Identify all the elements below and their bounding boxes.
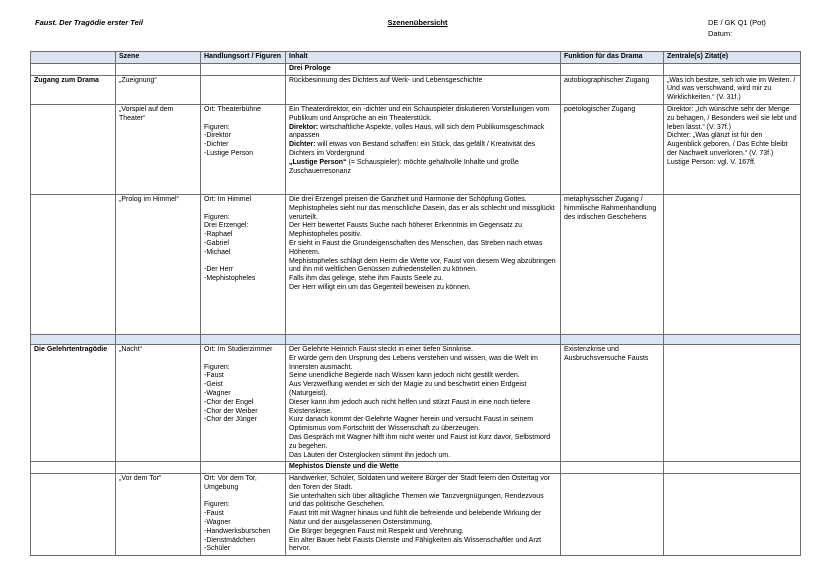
- cell-szene: „Vor dem Tor“: [116, 474, 201, 556]
- spacer-row: [31, 334, 801, 344]
- document-title: Faust. Der Tragödie erster Teil: [35, 18, 143, 27]
- cell-zitat: [664, 462, 801, 474]
- course-label: DE / GK Q1 (Pot): [708, 18, 766, 27]
- column-header-handlungsort-figuren: Handlungsort / Figuren: [201, 51, 286, 63]
- cell-szene: „Nacht“: [116, 344, 201, 461]
- scene-row: [31, 75, 801, 104]
- cell-zitat: [664, 63, 801, 75]
- cell-funktion: autobiographischer Zugang: [561, 75, 664, 104]
- cell-inhalt: Rückbesinnung des Dichters auf Werk- und Lebensgeschichte: [286, 75, 561, 104]
- cell-category: [31, 104, 116, 194]
- cell-funktion: metaphysischer Zugang / himmlische Rahmenhandlung des irdischen Geschehens: [561, 194, 664, 334]
- scene-overview-table: [30, 51, 801, 557]
- cell-funktion: [561, 474, 664, 556]
- header-right-block: [545, 18, 800, 40]
- section-title: Drei Prologe: [286, 63, 561, 75]
- cell-inhalt: Der Gelehrte Heinrich Faust steckt in einer tiefen Sinnkrise. Er würde gern den Ursprung des Lebens verstehen und wissen, was die Welt im Innersten ausmacht. Seine unendliche Begierde nach Wissen kann jedoch nicht gestillt werden. Aus Verzweiflung wendet er sich der Magie zu und beschwört einen Erdgeist (Naturgeist). Dieser kann ihm jedoch auch nicht helfen und stürzt Faust in eine noch tiefere Existenskrise. Kurz danach kommt der Gelehrte Wagner herein und versucht Faust in seinem Optimismus vom Fortschritt der Wissenschaft zu überzeugen. Das Gespräch mit Wagner hilft ihm nicht weiter und Faust ist kurz davor, Selbstmord zu begehen. Das Läuten der Osterglocken stimmt ihn jedoch um.: [286, 344, 561, 461]
- spacer-cell: [201, 334, 286, 344]
- cell-zitat: Direktor: „Ich wünschte sehr der Menge zu behagen, / Besonders weil sie lebt und leben lässt.“ (V. 37f.) Dichter: „Was glänzt ist für den Augenblick geboren, / Das Echte bleibt der Nachwelt unverloren.“ (V. 73f.) Lustige Person: vgl. V. 167ff.: [664, 104, 801, 194]
- date-label: Datum:: [708, 28, 733, 38]
- scene-row: [31, 194, 801, 334]
- column-header-inhalt: Inhalt: [286, 51, 561, 63]
- section-title: Mephistos Dienste und die Wette: [286, 462, 561, 474]
- cell-ort: Ort: Im Studierzimmer Figuren: -Faust -Geist -Wagner -Chor der Engel -Chor der Weiber -Chor der Jünger: [201, 344, 286, 461]
- section-title-row: [31, 462, 801, 474]
- cell-ort: Ort: Im Himmel Figuren: Drei Erzengel: -Raphael -Gabriel -Michael -Der Herr -Mephistopheles: [201, 194, 286, 334]
- cell-category: [31, 462, 116, 474]
- scene-row: [31, 344, 801, 461]
- cell-szene: [116, 462, 201, 474]
- cell-funktion: poetologischer Zugang: [561, 104, 664, 194]
- section-title-row: [31, 63, 801, 75]
- column-header-szene: Szene: [116, 51, 201, 63]
- cell-szene: [116, 63, 201, 75]
- scene-row: [31, 474, 801, 556]
- cell-category: Zugang zum Drama: [31, 75, 116, 104]
- spacer-cell: [286, 334, 561, 344]
- cell-category: [31, 194, 116, 334]
- column-header-zitat: Zentrale(s) Zitat(e): [664, 51, 801, 63]
- cell-ort: [201, 462, 286, 474]
- cell-szene: „Prolog im Himmel“: [116, 194, 201, 334]
- cell-inhalt: Ein Theaterdirektor, ein -dichter und ein Schauspieler diskutieren Vorstellungen vom Publikum und Ansprüche an ein Theaterstück. Direktor: wirtschaftliche Aspekte, volles Haus, will sich dem Publikumsgeschmack anpassen Dichter: will etwas von Bestand schaffen: ein Stück, das gefällt / Kreativität des Dichters im Vordergrund „Lustige Person“ (= Schauspieler): möchte gehaltvolle Inhalte und große Zuschauerresonanz: [286, 104, 561, 194]
- cell-zitat: [664, 474, 801, 556]
- cell-zitat: [664, 194, 801, 334]
- cell-zitat: [664, 344, 801, 461]
- cell-category: [31, 63, 116, 75]
- cell-szene: „Zueignung“: [116, 75, 201, 104]
- cell-ort: [201, 63, 286, 75]
- document-header: [35, 18, 800, 40]
- cell-szene: „Vorspiel auf dem Theater“: [116, 104, 201, 194]
- cell-zitat: „Was ich besitze, seh ich wie im Weiten. / Und was verschwand, wird mir zu Wirklichkeiten.“ (V. 31f.): [664, 75, 801, 104]
- cell-ort: [201, 75, 286, 104]
- column-header-row: [31, 51, 801, 63]
- spacer-cell: [561, 334, 664, 344]
- spacer-cell: [664, 334, 801, 344]
- cell-ort: Ort: Vor dem Tor, Umgebung Figuren: -Faust -Wagner -Handwerksburschen -Dienstmädchen -Schüler: [201, 474, 286, 556]
- cell-funktion: [561, 462, 664, 474]
- table-body: [31, 63, 801, 556]
- cell-inhalt: Handwerker, Schüler, Soldaten und weitere Bürger der Stadt feiern den Ostertag vor den Toren der Stadt. Sie unterhalten sich über alltägliche Themen wie Tanzvergnügungen, Rendezvous und das politische Geschehen. Faust tritt mit Wagner hinaus und fühlt die befreiende und belebende Wirkung der Natur und der ausgelassenen Osterstimmung. Die Bürger begegnen Faust mit Respekt und Verehrung. Ein alter Bauer hebt Fausts Dienste und Fähigkeiten als Wissenschaftler und Arzt hervor.: [286, 474, 561, 556]
- cell-funktion: [561, 63, 664, 75]
- cell-ort: Ort: Theaterbühne Figuren: -Direktor -Dichter -Lustige Person: [201, 104, 286, 194]
- cell-funktion: Existenzkrise und Ausbruchsversuche Fausts: [561, 344, 664, 461]
- column-header-category: [31, 51, 116, 63]
- scene-row: [31, 104, 801, 194]
- spacer-cell: [116, 334, 201, 344]
- page-heading: Szenenübersicht: [387, 18, 448, 27]
- cell-category: [31, 474, 116, 556]
- column-header-funktion: Funktion für das Drama: [561, 51, 664, 63]
- cell-inhalt: Die drei Erzengel preisen die Ganzheit und Harmonie der Schöpfung Gottes. Mephistopheles sieht nur das menschliche Dasein, das er als schlecht und missglückt verurteilt. Der Herr bewertet Fausts Suche nach höherer Erkenntnis im Gegensatz zu Mephistopheles positiv. Er sieht in Faust die Grundeigenschaften des Menschen, das Streben nach etwas Höherem. Mephistopheles schlägt dem Herrn die Wette vor, Faust von diesem Weg abzubringen und ihn mit weltlichen Genüssen zufriedenstellen zu können. Falls ihm das gelinge, stehe ihm Fausts Seele zu. Der Herr willigt ein um das Gegenteil beweisen zu können.: [286, 194, 561, 334]
- spacer-cell: [31, 334, 116, 344]
- cell-category: Die Gelehrtentragödie: [31, 344, 116, 461]
